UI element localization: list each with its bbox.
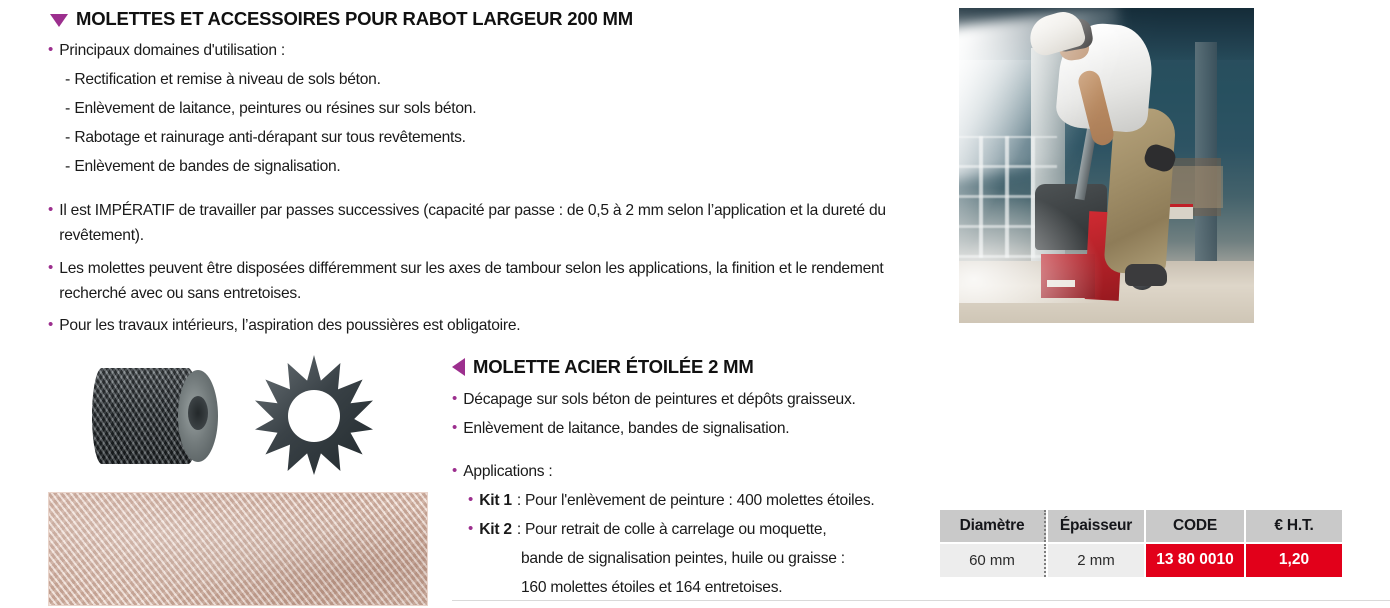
photo-drum-hub — [188, 396, 208, 430]
kit-description: : Pour l'enlèvement de peinture : 400 molettes étoiles. — [516, 492, 875, 509]
sub-item-label: Enlèvement de bandes de signalisation. — [74, 158, 341, 175]
sub-item — [65, 67, 381, 92]
triangle-left-icon — [452, 358, 465, 376]
applications-bullet — [452, 459, 553, 484]
kit-name: Kit 1 — [479, 492, 512, 509]
bullet-dot-icon: • — [468, 520, 474, 537]
note-bullet — [48, 256, 890, 306]
dash-icon: - — [65, 129, 71, 146]
kit-description: : Pour retrait de colle à carrelage ou moquette, — [516, 521, 827, 538]
section-1-heading-text: MOLETTES ET ACCESSOIRES POUR RABOT LARGEUR 200 MM — [76, 8, 633, 29]
intro-bullet-text: Principaux domaines d'utilisation : — [59, 42, 285, 59]
cell-code: 13 80 0010 — [1146, 544, 1244, 577]
intro-bullet — [48, 38, 285, 63]
triangle-down-icon — [50, 14, 68, 27]
sub-item-label: Rabotage et rainurage anti-dérapant sur tous revêtements. — [74, 129, 466, 146]
kit-name: Kit 2 — [479, 521, 512, 538]
cell-prix: 1,20 — [1246, 544, 1342, 577]
sub-item-label: Enlèvement de laitance, peintures ou résines sur sols béton. — [74, 100, 477, 117]
table-header-row — [940, 510, 1342, 542]
kit-description-line: bande de signalisation peintes, huile ou graisse : — [521, 550, 845, 567]
dash-icon: - — [65, 100, 71, 117]
bullet-dot-icon: • — [452, 390, 458, 407]
kit-item — [468, 488, 874, 513]
dash-icon: - — [65, 158, 71, 175]
brush-drum-and-star-washer-photo — [82, 352, 388, 480]
photo-light-beam — [959, 8, 1138, 182]
bullet-dot-icon: • — [452, 462, 458, 479]
note-bullet — [48, 313, 890, 338]
sub-item — [65, 125, 466, 150]
column-header-diametre: Diamètre — [940, 510, 1046, 542]
section-2-bullet-text: Décapage sur sols béton de peintures et dépôts graisseux. — [463, 391, 856, 408]
bullet-dot-icon: • — [48, 41, 54, 58]
section-2-heading — [452, 356, 754, 378]
column-header-epaisseur: Épaisseur — [1048, 510, 1144, 542]
section-2-bullet — [452, 387, 856, 412]
section-1-heading — [50, 8, 633, 30]
photo-star-washer — [254, 354, 374, 476]
section-2-bullet-text: Enlèvement de laitance, bandes de signalisation. — [463, 420, 790, 437]
worker-floor-planer-photo — [959, 8, 1254, 323]
sub-item — [65, 96, 476, 121]
photo-worker-shoe — [1125, 264, 1167, 286]
bullet-dot-icon: • — [48, 201, 54, 218]
scarified-concrete-surface-photo — [48, 492, 428, 606]
cell-epaisseur: 2 mm — [1048, 544, 1144, 577]
column-header-prix: € H.T. — [1246, 510, 1342, 542]
section-2-bullet — [452, 416, 789, 441]
note-bullet-text: Pour les travaux intérieurs, l’aspiration des poussières est obligatoire. — [59, 317, 521, 334]
note-bullet — [48, 198, 886, 248]
note-bullet-text: Les molettes peuvent être disposées différemment sur les axes de tambour selon les applications, la finition et le rendement recherché avec ou sans entretoises. — [59, 260, 884, 302]
photo-window — [1165, 166, 1223, 208]
bullet-dot-icon: • — [452, 419, 458, 436]
dash-icon: - — [65, 71, 71, 88]
bullet-dot-icon: • — [48, 259, 54, 276]
sub-item-label: Rectification et remise à niveau de sols béton. — [74, 71, 381, 88]
kit-description-line: 160 molettes étoiles et 164 entretoises. — [521, 579, 783, 596]
table-row — [940, 544, 1342, 577]
section-2-heading-text: MOLETTE ACIER ÉTOILÉE 2 MM — [473, 356, 754, 377]
bottom-divider — [452, 600, 1390, 601]
photo-floor-shading — [49, 493, 427, 605]
bullet-dot-icon: • — [468, 491, 474, 508]
kit-item — [468, 517, 826, 542]
price-table — [938, 508, 1344, 579]
column-header-code: CODE — [1146, 510, 1244, 542]
applications-label: Applications : — [463, 463, 553, 480]
bullet-dot-icon: • — [48, 316, 54, 333]
sub-item — [65, 154, 341, 179]
photo-dust-cloud — [959, 183, 1109, 303]
note-bullet-text: Il est IMPÉRATIF de travailler par passes successives (capacité par passe : de 0,5 à 2 mm selon l’application et la dureté du revêtement). — [59, 202, 886, 244]
cell-diametre: 60 mm — [940, 544, 1046, 577]
